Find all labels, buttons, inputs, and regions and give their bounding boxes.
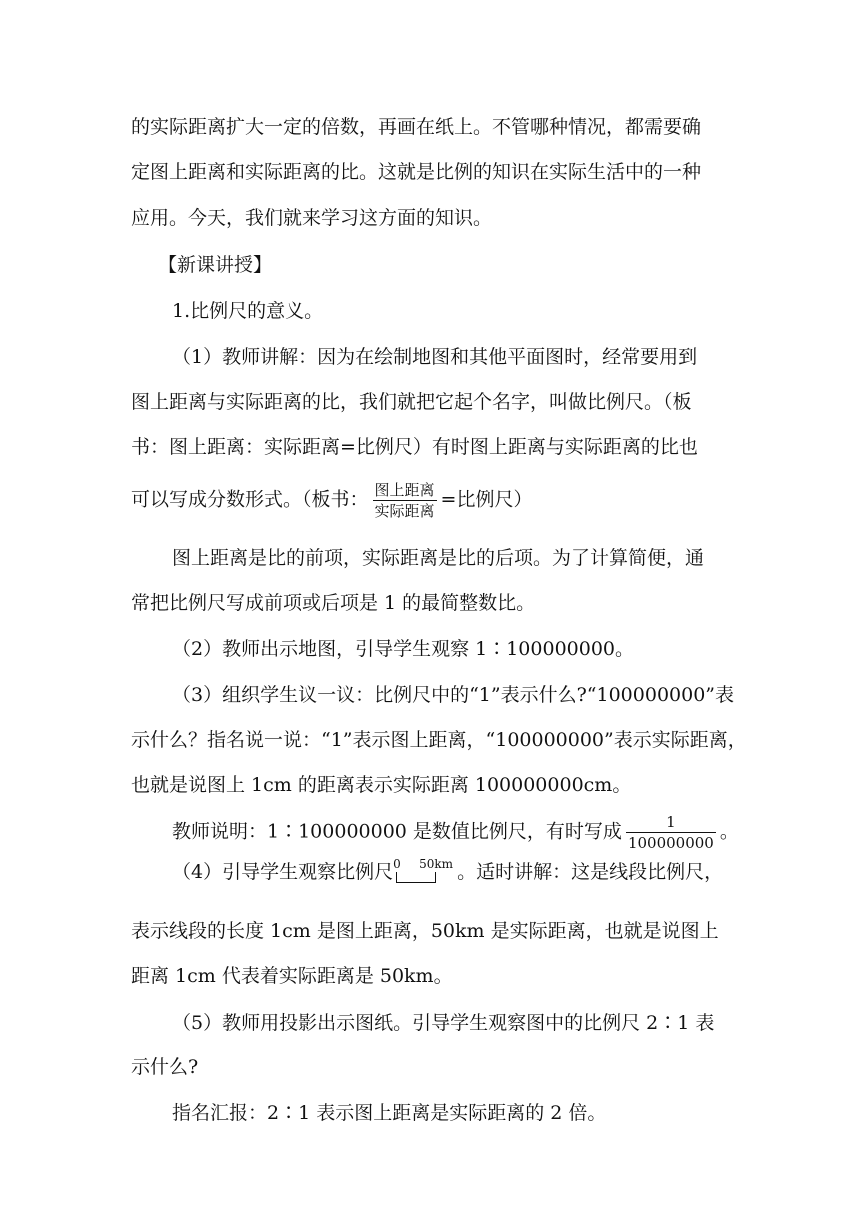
scale-zero-label: 0 (393, 857, 401, 871)
p1-line-1: （1）教师讲解：因为在绘制地图和其他平面图时，经常要用到 (172, 346, 698, 368)
scale-km-label: 50km (419, 857, 454, 871)
p1-line-3: 书：图上距离：实际距离=比例尺）有时图上距离与实际距离的比也 (131, 436, 698, 458)
p4-line-2: 示什么？指名说一说：“1”表示图上距离，“100000000”表示实际距离， (131, 729, 747, 751)
intro-line-3: 应用。今天，我们就来学习这方面的知识。 (131, 207, 493, 229)
p6-line-2: 表示线段的长度 1cm 是图上距离，50km 是实际距离，也就是说图上 (131, 920, 719, 942)
section-heading: 【新课讲授】 (158, 254, 273, 276)
p8-line: 指名汇报：2∶1 表示图上距离是实际距离的 2 倍。 (172, 1102, 607, 1124)
fraction-denominator: 实际距离 (374, 502, 435, 520)
p3-line: （2）教师出示地图，引导学生观察 1∶100000000。 (172, 638, 635, 660)
p6-line-1 (172, 855, 772, 889)
fraction-numerator: 图上距离 (374, 481, 435, 499)
fraction-numerator: 1 (626, 813, 716, 833)
intro-line-1: 的实际距离扩大一定的倍数，再画在纸上。不管哪种情况，都需要确 (131, 116, 702, 138)
p2-line-1: 图上距离是比的前项，实际距离是比的后项。为了计算简便，通 (172, 547, 705, 569)
intro-line-2: 定图上距离和实际距离的比。这就是比例的知识在实际生活中的一种 (131, 161, 702, 183)
p6-before: （4）引导学生观察比例尺 (172, 861, 394, 883)
p1-line-4-after: =比例尺） (440, 488, 533, 511)
p7-line-1: （5）教师用投影出示图纸。引导学生观察图中的比例尺 2∶1 表 (172, 1012, 715, 1034)
p1-line-4 (131, 481, 731, 520)
scale-bar-line (396, 872, 436, 883)
p4-line-1: （3）组织学生议一议：比例尺中的“1”表示什么?“100000000”表 (172, 684, 735, 706)
line-scale-icon (393, 858, 457, 888)
item-1-title: 1.比例尺的意义。 (172, 300, 324, 322)
p4-line-3: 也就是说图上 1cm 的距离表示实际距离 100000000cm。 (131, 774, 632, 796)
p6-after: 。适时讲解：这是线段比例尺， (457, 861, 724, 883)
fraction-numeric-scale (626, 813, 716, 852)
p7-line-2: 示什么? (131, 1056, 199, 1078)
p1-line-2: 图上距离与实际距离的比，我们就把它起个名字，叫做比例尺。（板 (131, 391, 692, 413)
p5-line (172, 813, 772, 852)
p6-line-3: 距离 1cm 代表着实际距离是 50km。 (131, 965, 453, 987)
fraction-map-over-actual (373, 481, 437, 520)
fraction-denominator: 100000000 (627, 834, 714, 852)
p2-line-2: 常把比例尺写成前项或后项是 1 的最简整数比。 (131, 592, 536, 614)
p5-before: 教师说明：1∶100000000 是数值比例尺，有时写成 (172, 820, 622, 843)
p5-after: 。 (719, 820, 739, 843)
p1-line-4-before: 可以写成分数形式。（板书： (131, 488, 369, 511)
